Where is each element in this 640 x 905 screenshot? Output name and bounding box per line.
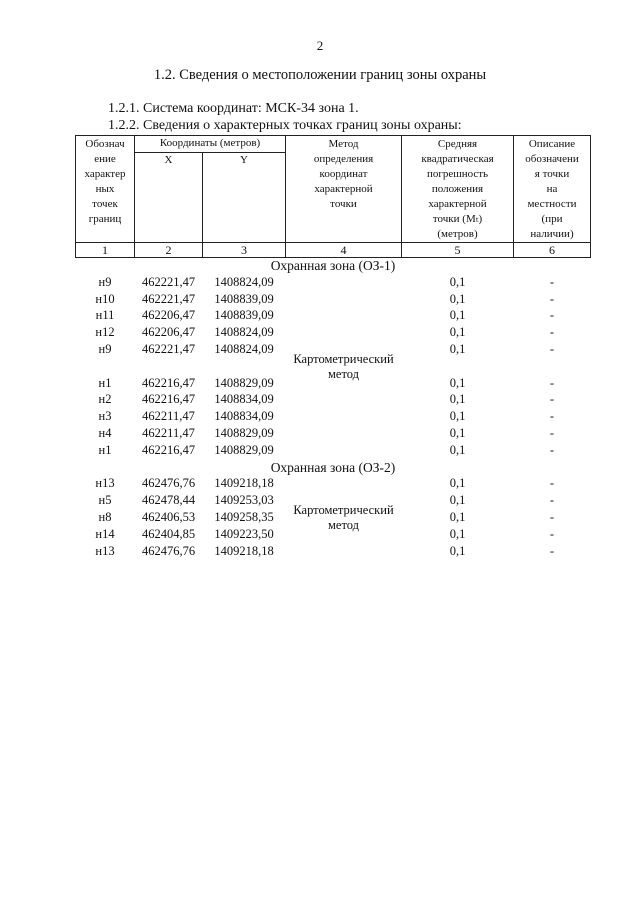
header-y: Y <box>203 153 286 243</box>
text-line: Картометрический <box>293 503 394 518</box>
column-number: 4 <box>286 243 402 258</box>
text-line: квадратическая <box>421 153 494 165</box>
method-cell <box>286 275 402 460</box>
point-error: 0,1 <box>449 409 466 424</box>
column-number: 6 <box>514 243 591 258</box>
point-description: - <box>549 375 555 390</box>
text-line: точек <box>92 198 118 210</box>
coord-x: 462216,47 <box>141 392 196 407</box>
point-designation: н3 <box>98 409 112 424</box>
point-description: - <box>549 543 555 558</box>
point-error: 0,1 <box>449 392 466 407</box>
point-description: - <box>549 493 555 508</box>
point-description: - <box>549 392 555 407</box>
point-designation: н12 <box>95 325 115 340</box>
text-line: обозначени <box>525 153 579 165</box>
point-description: - <box>549 409 555 424</box>
point-error: 0,1 <box>449 476 466 491</box>
point-designation: н9 <box>98 274 112 289</box>
text-line: границ <box>88 213 122 225</box>
point-error: 0,1 <box>449 325 466 340</box>
point-designation: н11 <box>95 308 115 323</box>
coord-x: 462206,47 <box>141 308 196 323</box>
point-designation: н8 <box>98 509 112 524</box>
point-designation: н1 <box>98 375 112 390</box>
text-line: (метров) <box>437 228 478 240</box>
coord-x: 462211,47 <box>142 409 195 424</box>
coord-y: 1409218,18 <box>214 476 274 491</box>
point-description: - <box>549 341 555 356</box>
point-error: 0,1 <box>449 274 466 289</box>
point-error: 0,1 <box>449 526 466 541</box>
coord-x: 462476,76 <box>141 476 196 491</box>
text-line: координат <box>319 168 368 180</box>
text-line: ение <box>94 153 116 165</box>
text-line: Картометрический <box>293 352 394 367</box>
method-cell <box>286 476 402 560</box>
column-number: 1 <box>76 243 135 258</box>
header-method <box>286 136 402 243</box>
point-error: 0,1 <box>449 308 466 323</box>
coord-y: 1408829,09 <box>214 425 274 440</box>
column-number: 3 <box>203 243 286 258</box>
text-line: положения <box>431 183 484 195</box>
point-designation: н1 <box>98 442 112 457</box>
coord-y <box>203 359 286 376</box>
point-description: - <box>549 325 555 340</box>
text-line: точки (Mₜ) <box>432 213 483 225</box>
point-description: - <box>549 308 555 323</box>
text-line: я точки <box>534 168 570 180</box>
coord-x: 462221,47 <box>141 274 196 289</box>
point-error: 0,1 <box>449 375 466 390</box>
coord-x: 462476,76 <box>141 543 196 558</box>
column-number: 5 <box>402 243 514 258</box>
coord-y: 1408829,09 <box>214 442 274 457</box>
text-line: Метод <box>328 138 359 150</box>
point-error: 0,1 <box>449 291 466 306</box>
text-line: характерной <box>314 183 373 195</box>
text-line: (при <box>541 213 563 225</box>
text-line: Средняя <box>437 138 478 150</box>
page-number: 2 <box>316 38 324 53</box>
point-error: 0,1 <box>449 509 466 524</box>
coord-y: 1408824,09 <box>214 274 274 289</box>
point-description: - <box>549 425 555 440</box>
point-description: - <box>549 476 555 491</box>
coord-y: 1408829,09 <box>214 375 274 390</box>
coord-y: 1408839,09 <box>214 308 274 323</box>
point-designation: н4 <box>98 425 112 440</box>
text-line: местности <box>527 198 577 210</box>
header-description <box>514 136 591 243</box>
text-line: Обознач <box>85 138 125 150</box>
points-heading-line: 1.2.2. Сведения о характерных точках границ зоны охраны: <box>108 118 462 133</box>
coord-x <box>135 359 203 376</box>
point-designation: н10 <box>95 291 115 306</box>
coord-x: 462221,47 <box>141 341 196 356</box>
point-error: 0,1 <box>449 493 466 508</box>
coord-y: 1409258,35 <box>214 509 274 524</box>
point-description: - <box>549 509 555 524</box>
table-row <box>76 476 591 493</box>
coord-y: 1409218,18 <box>214 543 274 558</box>
point-error <box>402 359 514 376</box>
zone-header-row <box>76 460 591 477</box>
point-error: 0,1 <box>449 425 466 440</box>
point-designation: н2 <box>98 392 112 407</box>
text-line: определения <box>313 153 374 165</box>
point-description <box>514 359 591 376</box>
point-designation: н13 <box>95 476 115 491</box>
header-x: X <box>135 153 203 243</box>
zone-header-row <box>76 258 591 275</box>
text-line: погрешность <box>426 168 489 180</box>
text-line: метод <box>327 367 359 382</box>
coord-y: 1409223,50 <box>214 526 274 541</box>
point-error: 0,1 <box>449 442 466 457</box>
point-designation: н9 <box>98 341 112 356</box>
coord-y: 1408839,09 <box>214 291 274 306</box>
section-title: 1.2. Сведения о местоположении границ зоны охраны <box>153 67 487 83</box>
text-line: характерной <box>428 198 487 210</box>
text-line: наличии) <box>530 228 574 240</box>
coord-system-line: 1.2.1. Система координат: МСК-34 зона 1. <box>108 101 359 116</box>
point-description: - <box>549 274 555 289</box>
coord-y: 1408834,09 <box>214 409 274 424</box>
column-numbers-row <box>76 243 591 258</box>
point-error: 0,1 <box>449 543 466 558</box>
point-description: - <box>549 442 555 457</box>
text-line: метод <box>327 518 359 533</box>
header-coordinates: Координаты (метров) <box>135 136 286 153</box>
point-description: - <box>549 291 555 306</box>
text-line: характер <box>84 168 126 180</box>
coord-x: 462211,47 <box>142 425 195 440</box>
header-error <box>402 136 514 243</box>
coord-y: 1409253,03 <box>214 493 274 508</box>
point-designation: н13 <box>95 543 115 558</box>
coord-x: 462221,47 <box>141 291 196 306</box>
coord-y: 1408834,09 <box>214 392 274 407</box>
boundary-points-table <box>75 135 591 560</box>
coord-x: 462216,47 <box>141 375 196 390</box>
point-error: 0,1 <box>449 341 466 356</box>
table-body <box>76 258 591 561</box>
header-designation <box>76 136 135 243</box>
point-designation <box>76 359 135 376</box>
coord-y: 1408824,09 <box>214 341 274 356</box>
zone-name: Охранная зона (ОЗ-2) <box>270 459 396 475</box>
text-line: Описание <box>528 138 576 150</box>
zone-name: Охранная зона (ОЗ-1) <box>270 258 396 273</box>
column-number: 2 <box>135 243 203 258</box>
point-designation: н5 <box>98 493 112 508</box>
coord-x: 462478,44 <box>141 493 196 508</box>
coord-x: 462216,47 <box>141 442 196 457</box>
coord-x: 462404,85 <box>141 526 196 541</box>
coord-x: 462406,53 <box>141 509 196 524</box>
table-row <box>76 275 591 292</box>
point-designation: н14 <box>95 526 115 541</box>
coord-y: 1408824,09 <box>214 325 274 340</box>
text-line: на <box>546 183 558 195</box>
table-header <box>76 136 591 258</box>
text-line: ных <box>95 183 115 195</box>
text-line: точки <box>330 198 357 210</box>
coord-x: 462206,47 <box>141 325 196 340</box>
point-description: - <box>549 526 555 541</box>
